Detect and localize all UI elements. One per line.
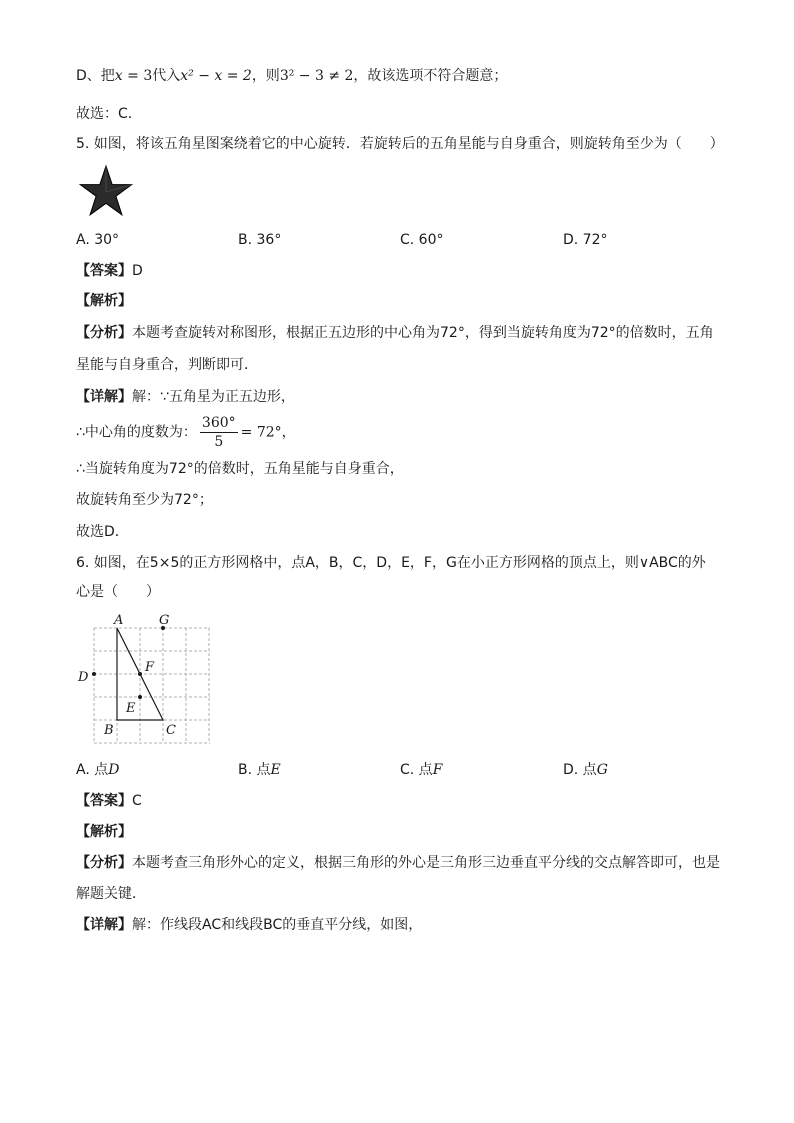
q6-option-c[interactable] <box>400 760 442 780</box>
point-d <box>92 672 96 676</box>
fenxi-tag: 【分析】 <box>76 325 132 341</box>
answer-tag: 【答案】 <box>76 793 132 809</box>
detail-tag: 【详解】 <box>76 917 132 933</box>
math-var: x <box>114 68 123 84</box>
q5-answer <box>76 261 143 281</box>
q5-detail-line4: 故旋转角至少为72°； <box>76 492 213 508</box>
text-suffix: ，故该选项不符合题意； <box>353 68 508 84</box>
q6-answer <box>76 791 142 811</box>
q5-analysis-tag: 【解析】 <box>76 293 132 309</box>
grid-figure <box>74 610 219 750</box>
answer-value: D <box>132 263 143 279</box>
q6-option-a[interactable] <box>76 760 119 780</box>
fraction <box>200 414 238 451</box>
answer-value: C <box>132 793 142 809</box>
option-point: F <box>432 762 443 778</box>
q6-detail-line1 <box>76 915 422 935</box>
detail-tag: 【详解】 <box>76 389 132 405</box>
q5-fenxi-line1 <box>76 323 714 343</box>
q5-stem: 5. 如图，将该五角星图案绕着它的中心旋转．若旋转后的五角星能与自身重合，则旋转角至少为（ ） <box>76 136 724 152</box>
q5-detail-line3: ∴当旋转角度为72°的倍数时，五角星能与自身重合， <box>76 461 404 477</box>
q6-option-d[interactable] <box>563 760 608 780</box>
label-f: F <box>145 660 155 675</box>
label-g: G <box>159 613 170 628</box>
option-point: G <box>596 762 608 778</box>
q6-fenxi-line1 <box>76 853 720 873</box>
option-d-explanation <box>76 66 507 86</box>
q5-detail-line2 <box>76 414 296 451</box>
option-prefix: A. 点 <box>76 762 109 778</box>
detail-prefix: ∴中心角的度数为： <box>76 424 197 441</box>
star-figure <box>78 164 134 220</box>
answer-tag: 【答案】 <box>76 263 132 279</box>
math-eq-a: = 3 <box>122 68 153 84</box>
q5-detail-line1 <box>76 387 295 407</box>
option-prefix: D. 点 <box>563 762 597 778</box>
fraction-numerator: 360° <box>201 415 236 431</box>
label-e: E <box>126 701 136 716</box>
fenxi-text: 本题考查旋转对称图形，根据正五边形的中心角为72°，得到当旋转角度为72°的倍数时，五角 <box>132 325 714 341</box>
label-b: B <box>104 723 114 738</box>
choice-line: 故选：C． <box>76 106 142 122</box>
q5-option-a[interactable]: A. 30° <box>76 232 120 248</box>
option-point: E <box>270 762 281 778</box>
q6-analysis-tag: 【解析】 <box>76 824 132 840</box>
option-prefix: C. 点 <box>400 762 433 778</box>
text-prefix: D、把 <box>76 68 115 84</box>
option-prefix: B. 点 <box>238 762 271 778</box>
math-eq-c: 3² − 3 ≠ 2 <box>279 68 354 84</box>
q5-option-c[interactable]: C. 60° <box>400 232 444 248</box>
q5-detail-line5: 故选D． <box>76 524 129 540</box>
q6-stem-line1: 6. 如图，在5×5的正方形网格中，点A，B，C，D，E，F，G在小正方形网格的顶点上，则∨ABC的外 <box>76 555 706 571</box>
q6-stem-line2: 心是（ ） <box>76 584 160 600</box>
detail-suffix: = 72°， <box>240 424 296 441</box>
fraction-denominator: 5 <box>214 434 224 450</box>
point-f <box>138 672 142 676</box>
detail-text: 解：作线段AC和线段BC的垂直平分线，如图， <box>132 917 423 933</box>
fenxi-text: 本题考查三角形外心的定义，根据三角形的外心是三角形三边垂直平分线的交点解答即可，也是 <box>132 855 720 871</box>
label-d: D <box>78 670 89 685</box>
point-e <box>138 695 142 699</box>
fenxi-tag: 【分析】 <box>76 855 132 871</box>
option-point: D <box>108 762 120 778</box>
q5-option-b[interactable]: B. 36° <box>238 232 282 248</box>
text-mid: 代入 <box>152 68 181 84</box>
label-c: C <box>166 723 176 738</box>
q5-option-d[interactable]: D. 72° <box>563 232 608 248</box>
q6-option-b[interactable] <box>238 760 281 780</box>
label-a: A <box>114 613 124 628</box>
q6-fenxi-line2: 解题关键． <box>76 886 146 902</box>
math-eq-b: x² − x = 2 <box>180 68 252 84</box>
q5-fenxi-line2: 星能与自身重合，判断即可． <box>76 357 258 373</box>
text-then: ，则 <box>251 68 280 84</box>
detail-text: 解：∵五角星为正五边形， <box>132 389 295 405</box>
